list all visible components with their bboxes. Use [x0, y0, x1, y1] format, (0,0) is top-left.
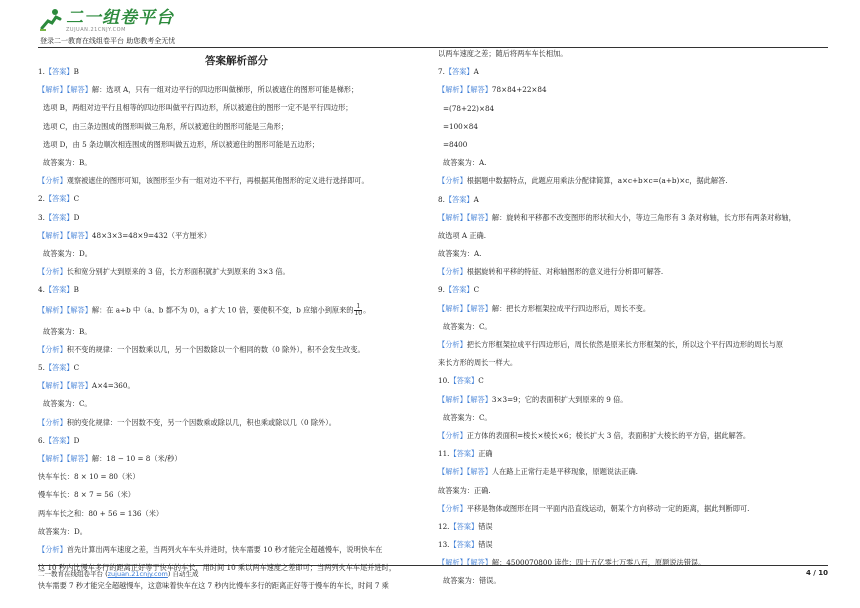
section-tag: 【分析】	[438, 340, 467, 349]
section-tag: 【分析】	[38, 176, 67, 186]
text-line	[38, 159, 423, 167]
explanation-text: 把长方形框架拉成平行四边形后，周长依然是原来长方形框架的长，所以这个平行四边形的周长与原	[466, 340, 784, 349]
text-line	[438, 541, 833, 549]
text-line	[38, 382, 423, 390]
section-tag: 【解答】	[466, 558, 492, 568]
answer-value: 错误	[478, 540, 493, 550]
explanation-text: 。	[363, 305, 371, 315]
text-line	[438, 268, 833, 276]
logo-text: 二一组卷平台	[66, 8, 174, 28]
text-line	[438, 468, 833, 476]
text-line	[38, 304, 423, 317]
explanation-text: =100×84	[443, 121, 478, 131]
answer-label: 【答案】	[444, 194, 474, 204]
text-line	[38, 268, 423, 276]
question-number: 6.	[38, 435, 45, 445]
text-line	[38, 104, 423, 112]
text-line	[38, 364, 423, 372]
text-line	[438, 123, 833, 131]
text-line	[38, 86, 423, 94]
explanation-text: 解：把长方形框架拉成平行四边形后，周长不变。	[491, 303, 651, 313]
answer-label: 【答案】	[449, 449, 479, 459]
explanation-text: 快车车长：8 × 10 = 80（米）	[38, 472, 140, 482]
section-tag: 【解答】	[466, 303, 492, 313]
explanation-text: 故答案为：C。	[43, 399, 92, 409]
text-line	[38, 177, 423, 185]
text-line	[38, 546, 423, 554]
explanation-text: 解：选项 A，只有一组对边平行的四边形叫做梯形，所以被遮住的图形可能是梯形；	[91, 85, 359, 95]
section-tag: 【解答】	[466, 394, 492, 404]
text-line	[438, 450, 833, 458]
text-line	[438, 523, 833, 531]
explanation-text: 故答案为：D。	[43, 248, 92, 258]
text-line	[38, 214, 423, 222]
text-line	[438, 305, 833, 313]
text-line	[438, 141, 833, 149]
explanation-text: 两车车长之和：80 + 56 = 136（米）	[38, 508, 164, 518]
section-tag: 【解析】	[438, 303, 467, 313]
left-column	[38, 68, 423, 600]
explanation-text: 故答案为：C。	[443, 412, 492, 422]
text-line	[38, 473, 423, 481]
text-line	[438, 505, 833, 513]
page-number: 4 / 10	[805, 569, 828, 577]
text-line	[38, 510, 423, 518]
explanation-text: 长和宽分别扩大到原来的 3 倍，长方形面积就扩大到原来的 3×3 倍。	[66, 267, 290, 277]
text-line	[438, 232, 833, 240]
answer-value: A	[473, 194, 479, 204]
explanation-text: =(78+22)×84	[443, 103, 495, 113]
section-tag: 【分析】	[38, 544, 67, 554]
section-tag: 【解析】	[438, 85, 467, 95]
text-line	[438, 86, 833, 94]
answer-value: C	[73, 194, 80, 204]
answer-value: 错误	[478, 521, 493, 531]
answer-value: B	[73, 285, 79, 295]
explanation-text: 3×3=9；它的表面积扩大到原来的 9 倍。	[491, 394, 628, 404]
explanation-text: 这 10 秒内比慢车多行的距离正好等于快车的车长，用时间 10 乘以两车速度之差即可；当两列火车车尾并进时，	[38, 563, 397, 573]
text-line	[38, 455, 423, 463]
section-tag: 【分析】	[438, 176, 467, 186]
text-line	[38, 346, 423, 354]
answer-label: 【答案】	[449, 521, 479, 531]
explanation-text: 选项 C，由三条边围成的图形叫做三角形，所以被遮住的图形可能是三角形；	[43, 121, 288, 131]
logo-subtext: ZUJUAN.21CNJY.COM	[66, 27, 126, 33]
answer-value: C	[478, 376, 484, 386]
explanation-text: 故选项 A 正确.	[438, 230, 486, 240]
page-header	[38, 8, 828, 48]
section-tag: 【解答】	[66, 230, 92, 240]
answer-value: C	[473, 285, 480, 295]
explanation-text: 选项 B，两组对边平行且相等的四边形叫做平行四边形，所以被遮住的图形一定不是平行四边形；	[43, 103, 353, 113]
explanation-text: 解：在 a÷b 中（a、b 都不为 0)，a 扩大 10 倍，要使积不变，b 应缩小到原来的	[91, 305, 354, 315]
explanation-text: 选项 D，由 5 条边顺次相连围成的图形叫做五边形，所以被遮住的图形可能是五边形；	[43, 139, 319, 149]
explanation-text: 解：18 − 10 = 8（米/秒）	[91, 453, 182, 463]
explanation-text: 故答案为：A.	[438, 249, 482, 259]
text-line	[438, 68, 833, 76]
text-line	[438, 105, 833, 113]
question-number: 10.	[438, 376, 450, 386]
explanation-text: 积不变的规律：一个因数乘以几，另一个因数除以一个相同的数（0 除外），积不会发生改变。	[66, 344, 365, 354]
section-tag: 【解析】	[38, 85, 67, 95]
text-line	[438, 359, 833, 367]
explanation-text: 平移是物体或图形在同一平面内沿直线运动，朝某个方向移动一定的距离，据此判断即可.	[466, 503, 750, 513]
text-line	[38, 437, 423, 445]
explanation-text: 故答案为：D。	[38, 526, 87, 536]
text-line	[438, 250, 833, 258]
explanation-text: 首先计算出两车速度之差，当两列火车车头并进时，快车需要 10 秒才能完全超越慢车，说明快车在	[66, 544, 383, 554]
section-tag: 【解答】	[466, 467, 492, 477]
text-line	[438, 286, 833, 294]
text-line	[438, 196, 833, 204]
text-line	[438, 214, 833, 222]
text-line	[38, 582, 423, 590]
question-number: 4.	[38, 285, 45, 295]
section-tag: 【分析】	[438, 430, 467, 440]
question-number: 9.	[438, 285, 445, 295]
explanation-text: 故答案为：C。	[443, 321, 492, 331]
text-line	[438, 341, 833, 349]
explanation-text: 快车需要 7 秒才能完全超越慢车，这意味着快车在这 7 秒内比慢车多行的距离正好等于慢车的车长，时间 7 乘	[38, 581, 389, 591]
question-number: 8.	[438, 194, 445, 204]
section-tag: 【解析】	[438, 212, 467, 222]
explanation-text: 根据旋转和平移的特征、对称轴图形的意义进行分析即可解答.	[466, 267, 664, 277]
explanation-text: 故答案为：B。	[43, 157, 92, 167]
text-line	[438, 177, 833, 185]
section-tag: 【分析】	[438, 503, 467, 513]
text-line	[38, 491, 423, 499]
page-footer	[38, 565, 828, 578]
explanation-text: 解：4500070800 读作：四十五亿零七万零八百，原题说法错误。	[491, 558, 706, 568]
footer-text-after: ) 自动生成	[167, 570, 199, 578]
explanation-text: 根据题中数据特点，此题应用乘法分配律简算，a×c+b×c=(a+b)×c，据此解答.	[466, 176, 728, 186]
answer-value: B	[73, 67, 79, 76]
answer-label: 【答案】	[444, 285, 474, 295]
text-line	[38, 141, 423, 149]
answer-label: 【答案】	[449, 540, 479, 550]
text-line	[438, 377, 833, 385]
explanation-text: 人在路上正常行走是平移现象，原题说法正确.	[491, 467, 638, 477]
explanation-text: 解：旋转和平移都不改变图形的形状和大小，等边三角形有 3 条对称轴，长方形有两条对称轴，	[491, 212, 796, 222]
text-line	[38, 328, 423, 336]
question-number: 2.	[38, 194, 45, 204]
section-tag: 【解答】	[66, 305, 92, 315]
section-tag: 【分析】	[38, 267, 67, 277]
explanation-text: 故答案为：B。	[43, 326, 92, 336]
text-line	[38, 68, 423, 76]
page-title: 答案解析部分	[205, 55, 268, 67]
text-line	[438, 396, 833, 404]
text-line	[438, 432, 833, 440]
answer-value: D	[73, 212, 80, 222]
explanation-text: =8400	[443, 139, 468, 149]
answer-value: A	[473, 67, 479, 77]
question-number: 7.	[438, 67, 445, 77]
fraction	[354, 304, 362, 317]
answer-label: 【答案】	[44, 212, 74, 222]
text-line	[438, 577, 833, 585]
section-tag: 【解析】	[38, 381, 67, 391]
text-line	[38, 286, 423, 294]
answer-value: C	[73, 363, 80, 372]
text-line	[38, 400, 423, 408]
text-line	[438, 159, 833, 167]
explanation-text: A×4=360。	[91, 381, 135, 391]
explanation-text: 故答案为：错误。	[443, 576, 501, 586]
question-number: 11.	[438, 449, 450, 459]
answer-label: 【答案】	[444, 67, 474, 77]
answer-label: 【答案】	[44, 67, 74, 76]
section-tag: 【解析】	[438, 467, 467, 477]
explanation-text: 故答案为：A.	[443, 158, 487, 168]
explanation-text: 来长方形的周长一样大。	[438, 358, 518, 368]
text-line	[38, 232, 423, 240]
question-number: 13.	[438, 540, 450, 550]
explanation-text: 正方体的表面积=棱长×棱长×6；棱长扩大 3 倍，表面积扩大棱长的平方倍，据此解答。	[466, 430, 751, 440]
answer-value: 正确	[478, 449, 493, 459]
section-tag: 【解答】	[466, 212, 492, 222]
fraction-denominator: 10	[354, 310, 363, 318]
section-tag: 【解答】	[66, 85, 92, 95]
text-line	[438, 50, 833, 58]
text-line	[38, 419, 423, 427]
footer-text-before: 二一教育在线组卷平台 (	[38, 570, 108, 578]
answer-value: D	[73, 435, 80, 445]
text-line	[438, 414, 833, 422]
runner-logo-icon	[38, 8, 64, 32]
explanation-text: 积的变化规律：一个因数不变，另一个因数乘或除以几，积也乘或除以几（0 除外）。	[66, 417, 336, 427]
section-tag: 【分析】	[38, 417, 67, 427]
explanation-text: 以两车速度之差；随后将两车车长相加。	[438, 49, 568, 58]
explanation-text: 48×3×3=48×9=432（平方厘米）	[91, 230, 211, 240]
answer-label: 【答案】	[44, 363, 74, 372]
text-line	[438, 487, 833, 495]
section-tag: 【解析】	[438, 394, 467, 404]
text-line	[38, 528, 423, 536]
question-number: 5.	[38, 363, 45, 372]
section-tag: 【解答】	[66, 453, 92, 463]
text-line	[38, 250, 423, 258]
question-number: 12.	[438, 521, 450, 531]
explanation-text: 故答案为：正确.	[438, 485, 491, 495]
section-tag: 【解析】	[38, 305, 67, 315]
footer-link[interactable]: zujuan.21cnjy.com	[107, 570, 168, 578]
answer-label: 【答案】	[449, 376, 479, 386]
explanation-text: 慢车车长：8 × 7 = 56（米）	[38, 490, 135, 500]
answer-label: 【答案】	[44, 435, 74, 445]
question-number: 3.	[38, 212, 45, 222]
text-line	[438, 323, 833, 331]
section-tag: 【解答】	[466, 85, 492, 95]
section-tag: 【分析】	[438, 267, 467, 277]
text-line	[38, 195, 423, 203]
text-line	[38, 123, 423, 131]
section-tag: 【解析】	[38, 453, 67, 463]
fraction-numerator: 1	[356, 303, 361, 311]
explanation-text: 78×84+22×84	[491, 85, 547, 95]
section-tag: 【解答】	[66, 381, 92, 391]
answer-label: 【答案】	[44, 194, 74, 204]
right-column	[438, 50, 833, 596]
question-number: 1.	[38, 67, 45, 76]
answer-label: 【答案】	[44, 285, 74, 295]
explanation-text: 观察被遮住的图形可知，该图形至少有一组对边不平行，再根据其他图形的定义进行选择即可。	[66, 176, 369, 186]
header-tagline: 登录二一教育在线组卷平台 助您教考全无忧	[40, 37, 176, 45]
section-tag: 【解析】	[38, 230, 67, 240]
section-tag: 【解析】	[438, 558, 467, 568]
section-tag: 【分析】	[38, 344, 67, 354]
